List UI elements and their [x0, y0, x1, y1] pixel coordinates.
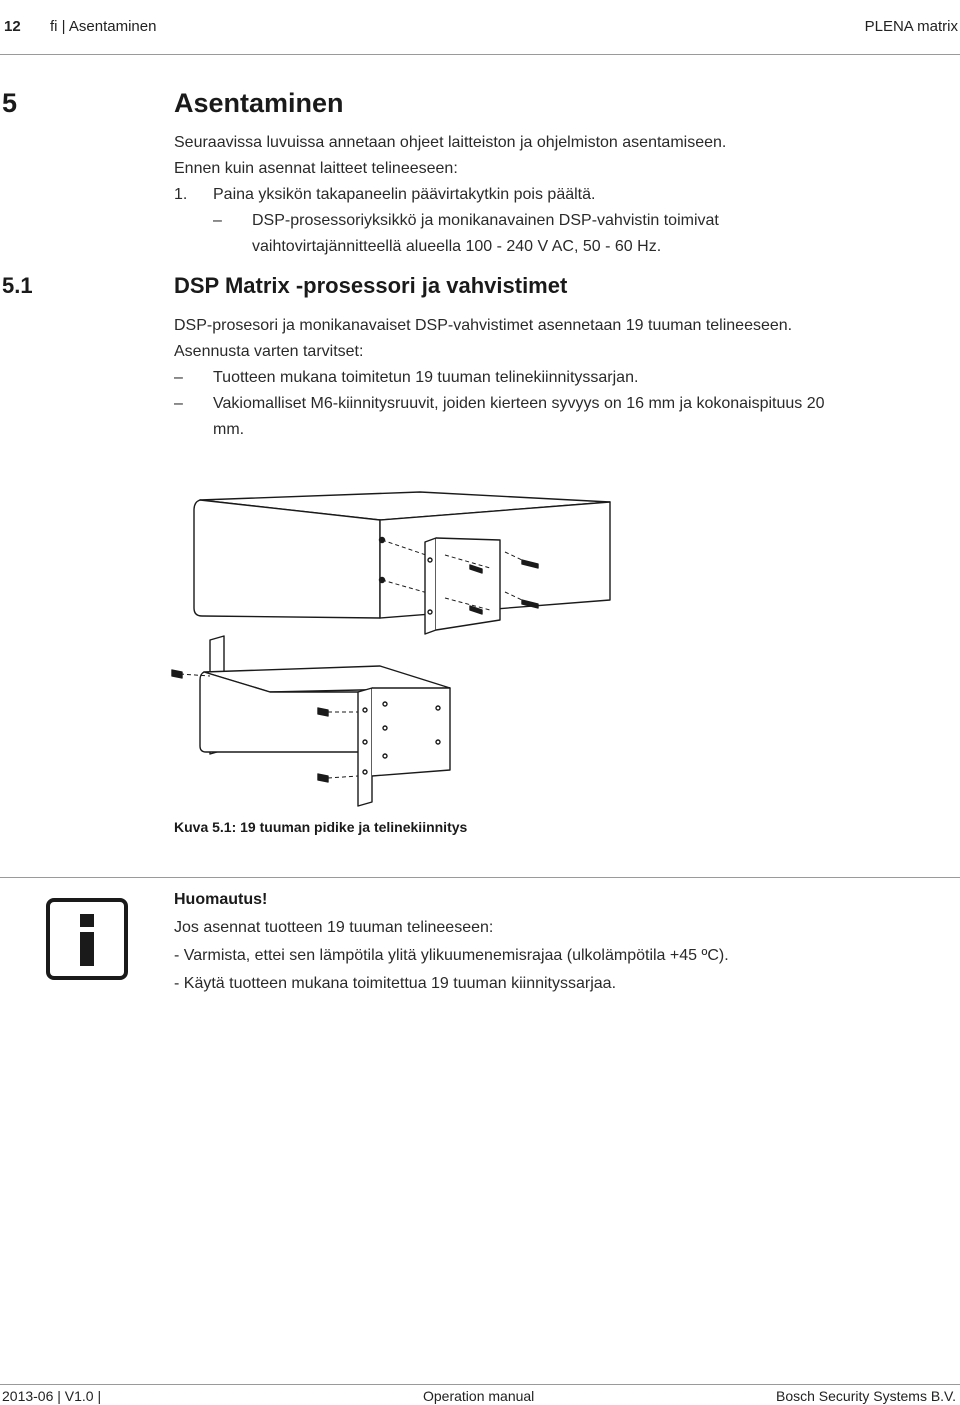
step-text: Paina yksikön takapaneelin päävirtakytkin pois päältä.	[213, 186, 596, 203]
info-icon	[46, 898, 128, 980]
bullet-1: Tuotteen mukana toimitetun 19 tuuman telinekiinnityssarjan.	[213, 369, 639, 386]
footer-version: 2013-06 | V1.0 |	[2, 1388, 102, 1404]
bullet-2-cont: mm.	[213, 421, 245, 438]
intro-line-1: Seuraavissa luvuissa annetaan ohjeet laitteiston ja ohjelmiston asentamiseen.	[174, 134, 727, 151]
unit-in-rack-drawing	[172, 636, 450, 806]
page-number: 12	[4, 18, 21, 35]
bullet-2: Vakiomalliset M6-kiinnitysruuvit, joiden kierteen syvyys on 16 mm ja kokonaispituus 20	[213, 395, 825, 412]
note-line-1: Jos asennat tuotteen 19 tuuman telineeseen:	[174, 919, 494, 936]
note-line-2: - Varmista, ettei sen lämpötila ylitä ylikuumenemisrajaa (ulkolämpötila +45 ºC).	[174, 947, 729, 964]
intro-line-2: Ennen kuin asennat laitteet telineeseen:	[174, 160, 458, 177]
rack-mount-illustration	[160, 480, 660, 810]
note-line-3: - Käytä tuotteen mukana toimitettua 19 tuuman kiinnityssarjaa.	[174, 975, 617, 992]
section-title: DSP Matrix -prosessori ja vahvistimet	[174, 273, 568, 298]
chapter-number: 5	[2, 88, 18, 118]
section-line-1: DSP-prosesori ja monikanavaiset DSP-vahvistimet asennetaan 19 tuuman telineeseen.	[174, 317, 793, 334]
unit-with-bracket-drawing	[194, 492, 610, 634]
section-number: 5.1	[2, 273, 33, 298]
chapter-title: Asentaminen	[174, 88, 344, 118]
header-rule	[0, 54, 960, 55]
footer-doc-type: Operation manual	[423, 1388, 535, 1404]
note-rule	[0, 877, 960, 878]
bullet-dash-2: –	[174, 395, 183, 412]
sub-line-2: vaihtovirtajännitteellä alueella 100 - 240 V AC, 50 - 60 Hz.	[252, 238, 662, 255]
section-line-2: Asennusta varten tarvitset:	[174, 343, 364, 360]
sub-line-1: DSP-prosessoriyksikkö ja monikanavainen DSP-vahvistin toimivat	[252, 212, 719, 229]
figure-caption: Kuva 5.1: 19 tuuman pidike ja telinekiinnitys	[174, 819, 468, 835]
bullet-dash-1: –	[174, 369, 183, 386]
footer-rule	[0, 1384, 960, 1385]
sub-dash: –	[213, 212, 222, 229]
header-section-label: fi | Asentaminen	[50, 18, 157, 35]
header-product-name: PLENA matrix	[864, 18, 958, 35]
footer-company: Bosch Security Systems B.V.	[776, 1388, 956, 1404]
note-title: Huomautus!	[174, 891, 268, 908]
step-number: 1.	[174, 186, 188, 203]
